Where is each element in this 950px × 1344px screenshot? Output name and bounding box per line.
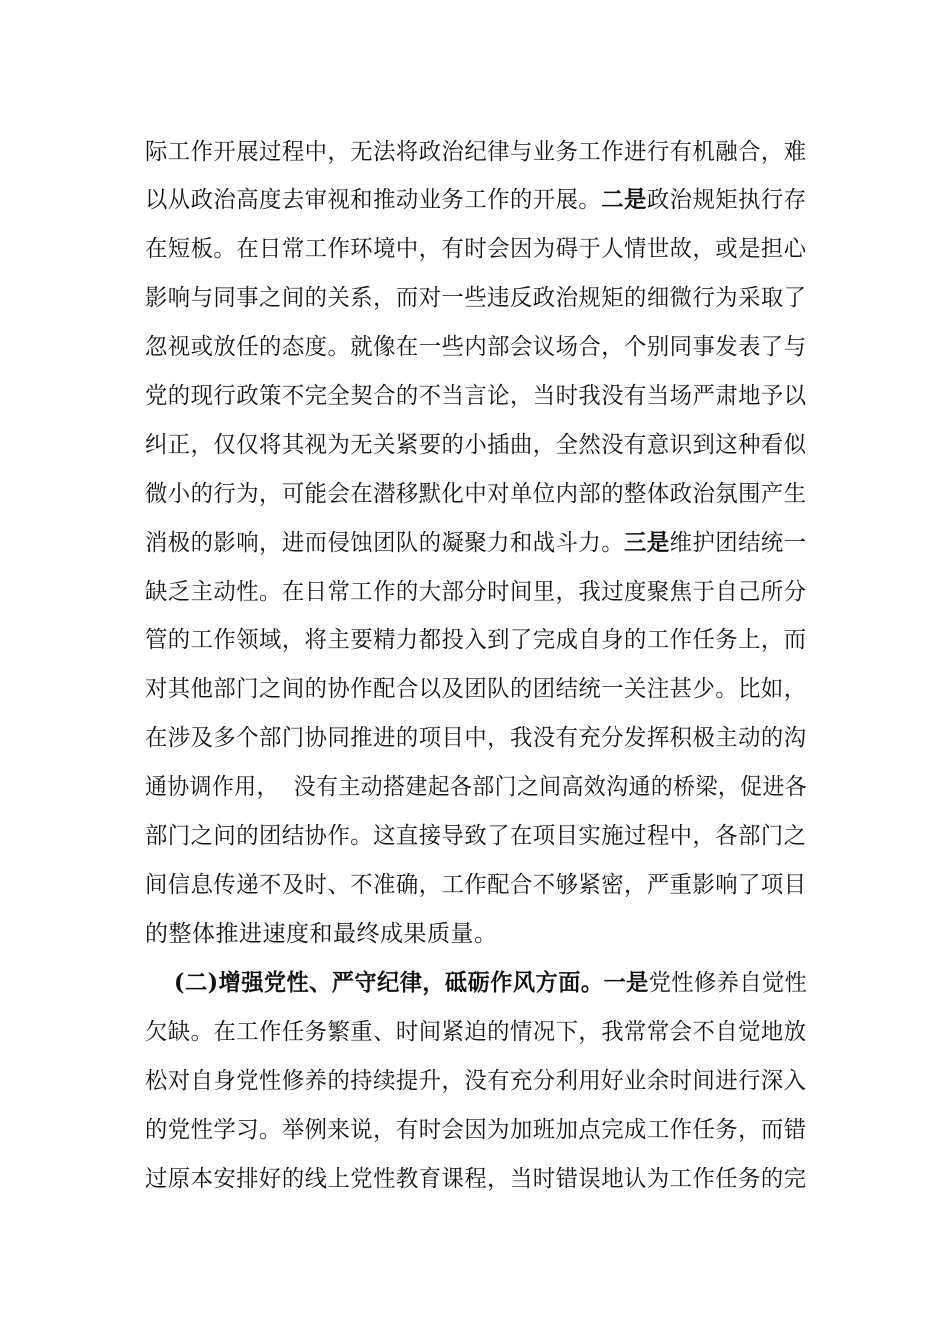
text-run: 松对自身党性修养的持续提升，没有充分利用好业余时间进行深入 — [145, 1068, 807, 1094]
text-line — [145, 332, 807, 362]
text-line — [145, 479, 807, 509]
text-line — [145, 137, 807, 167]
text-run: 管的工作领域，将主要精力都投入到了完成自身的工作任务上，而 — [145, 627, 807, 653]
text-line — [145, 1066, 807, 1096]
text-run: 间信息传递不及时、不准确，工作配合不够紧密，严重影响了项目 — [145, 872, 807, 898]
text-run: 在短板。在日常工作环境中，有时会因为碍于人情世故，或是担心 — [145, 236, 807, 262]
text-run: 通协调作用， 没有主动搭建起各部门之间高效沟通的桥梁，促进各 — [145, 774, 808, 800]
text-run: 对其他部门之间的协作配合以及团队的团结统一关注甚少。比如， — [145, 676, 807, 702]
text-line — [145, 919, 498, 949]
text-run: 缺乏主动性。在日常工作的大部分时间里，我过度聚焦于自己所分 — [145, 579, 807, 605]
bold-run: 二是 — [601, 186, 647, 213]
text-line — [145, 870, 807, 900]
text-line — [145, 772, 807, 802]
text-line — [145, 381, 807, 411]
bold-run: 三是 — [624, 529, 670, 556]
text-line — [145, 430, 807, 460]
text-line — [145, 577, 807, 607]
text-line — [145, 234, 807, 264]
text-run: 过原本安排好的线上党性教育课程，当时错误地认为工作任务的完 — [145, 1166, 807, 1192]
text-run: 际工作开展过程中，无法将政治纪律与业务工作进行有机融合，难 — [145, 139, 807, 165]
text-run: 党性修养自觉性 — [648, 970, 808, 996]
text-run: 忽视或放任的态度。就像在一些内部会议场合，个别同事发表了与 — [145, 334, 807, 360]
text-line — [145, 821, 807, 851]
text-run: 政治规矩执行存 — [646, 187, 807, 213]
text-run: 消极的影响，进而侵蚀团队的凝聚力和战斗力。 — [145, 530, 625, 556]
text-line — [145, 1164, 807, 1194]
text-line — [145, 283, 807, 313]
text-run: 纠正，仅仅将其视为无关紧要的小插曲，全然没有意识到这种看似 — [145, 432, 807, 458]
text-run: 欠缺。在工作任务繁重、时间紧迫的情况下，我常常会不自觉地放 — [145, 1019, 807, 1045]
text-line — [145, 625, 807, 655]
section-heading: (二)增强党性、严守纪律，砥砺作风方面。一是 — [174, 969, 649, 996]
text-line — [145, 723, 807, 753]
text-line — [145, 528, 807, 558]
text-run: 部门之问的团结协作。这直接导致了在项目实施过程中，各部门之 — [145, 823, 807, 849]
text-run: 以从政治高度去审视和推动业务工作的开展。 — [145, 187, 602, 213]
text-run: 的党性学习。举例来说，有时会因为加班加点完成工作任务，而错 — [145, 1117, 807, 1143]
text-line — [145, 185, 807, 215]
text-run: 党的现行政策不完全契合的不当言论，当时我没有当场严肃地予以 — [145, 383, 807, 409]
text-run: 维护团结统一 — [669, 530, 807, 556]
text-line — [145, 674, 807, 704]
text-line — [145, 1017, 807, 1047]
section-heading-line — [174, 968, 807, 998]
text-run: 微小的行为，可能会在潜移默化中对单位内部的整体政治氛围产生 — [145, 481, 807, 507]
text-run: 在涉及多个部门协同推进的项目中，我没有充分发挥积极主动的沟 — [145, 725, 807, 751]
text-run: 影响与同事之间的关系，而对一些违反政治规矩的细微行为采取了 — [145, 285, 807, 311]
text-line — [145, 1115, 807, 1145]
text-run: 的整体推进速度和最终成果质量。 — [145, 921, 498, 947]
